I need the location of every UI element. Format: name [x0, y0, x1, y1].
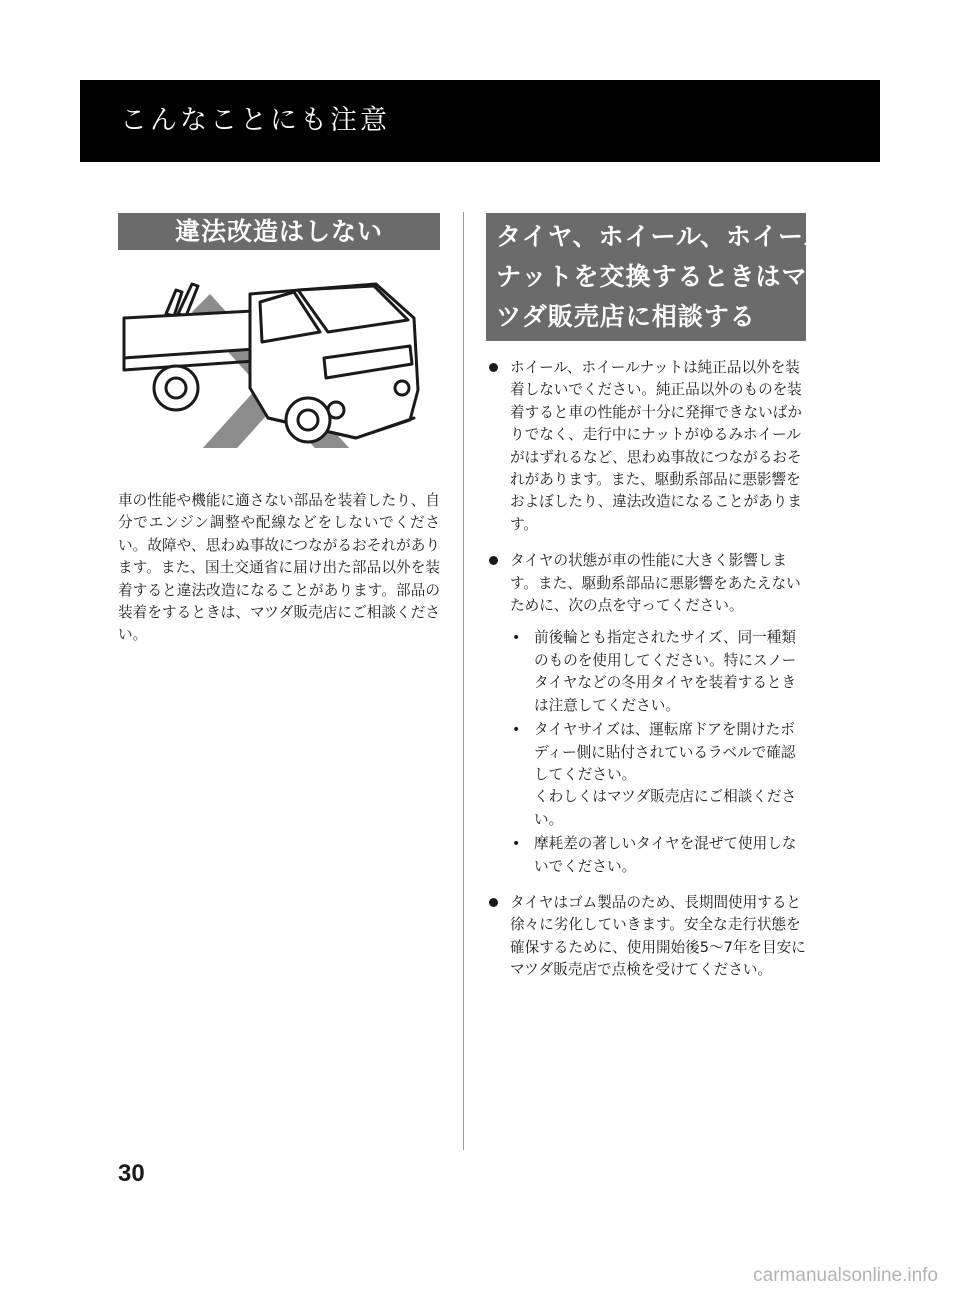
- left-column: [118, 213, 440, 647]
- sub-list-item: [510, 627, 806, 717]
- sub-list-item-text: タイヤサイズは、運転席ドアを開けたボディー側に貼付されているラベルで確認してください。: [534, 721, 796, 783]
- right-section-heading: [486, 213, 830, 341]
- left-body-text: 車の性能や機能に適さない部品を装着したり、自分でエンジン調整や配線などをしないでください。故障や、思わぬ事故につながるおそれがあります。また、国土交通省に届け出た部品以外を装着すると違法改造になることがあります。部品の装着をするときは、マツダ販売店にご相談ください。: [118, 492, 440, 644]
- bullet-icon: [489, 898, 498, 907]
- sub-list-note: くわしくはマツダ販売店にご相談ください。: [534, 788, 797, 828]
- crossed-out-modified-truck-icon: [118, 270, 440, 448]
- list-item-text: タイヤはゴム製品のため、長期間使用すると徐々に劣化していきます。安全な走行状態を確保するために、使用開始後5〜7年を目安にマツダ販売店で点検を受けてください。: [510, 893, 806, 979]
- list-item: [486, 550, 806, 878]
- header-bar: [80, 80, 880, 162]
- page-title: こんなことにも注意: [120, 105, 390, 136]
- small-bullet-icon: •: [512, 836, 521, 853]
- bullet-icon: [489, 556, 498, 565]
- column-divider: [463, 212, 464, 1150]
- heading-line-1: タイヤ、ホイール、ホイール: [496, 222, 830, 251]
- list-item-text: ホイール、ホイールナットは純正品以外を装着しないでください。純正品以外のものを装着すると車の性能が十分に発揮できないばかりでなく、走行中にナットがゆるみホイールがはずれるなど、思わぬ事故につながるおそれがあります。また、駆動系部品に悪影響をおよぼしたり、違法改造になることがあります。: [510, 359, 802, 533]
- caution-list: [486, 357, 806, 982]
- list-item-text: タイヤの状態が車の性能に大きく影響します。また、駆動系部品に悪影響をあたえないために、次の点を守ってください。: [510, 552, 801, 615]
- watermark: carmanualsonline.info: [753, 1265, 938, 1286]
- right-column: [486, 213, 830, 996]
- list-item: [486, 892, 806, 982]
- sub-list-item-text: 前後輪とも指定されたサイズ、同一種類のものを使用してください。特にスノータイヤなどの冬用タイヤを装着するときは注意してください。: [534, 629, 797, 714]
- page-number: 30: [118, 1160, 145, 1187]
- sub-list-item: [510, 719, 806, 831]
- heading-line-3: ツダ販売店に相談する: [496, 302, 756, 331]
- sub-list-item: [510, 833, 806, 878]
- small-bullet-icon: •: [512, 630, 521, 647]
- sub-list: [510, 627, 806, 877]
- bullet-icon: [489, 363, 498, 372]
- heading-line-2: ナットを交換するときはマ: [496, 262, 808, 291]
- small-bullet-icon: •: [512, 722, 521, 739]
- sub-list-item-text: 摩耗差の著しいタイヤを混ぜて使用しないでください。: [534, 835, 797, 875]
- list-item: [486, 357, 806, 536]
- left-section-heading: 違法改造はしない: [118, 213, 440, 250]
